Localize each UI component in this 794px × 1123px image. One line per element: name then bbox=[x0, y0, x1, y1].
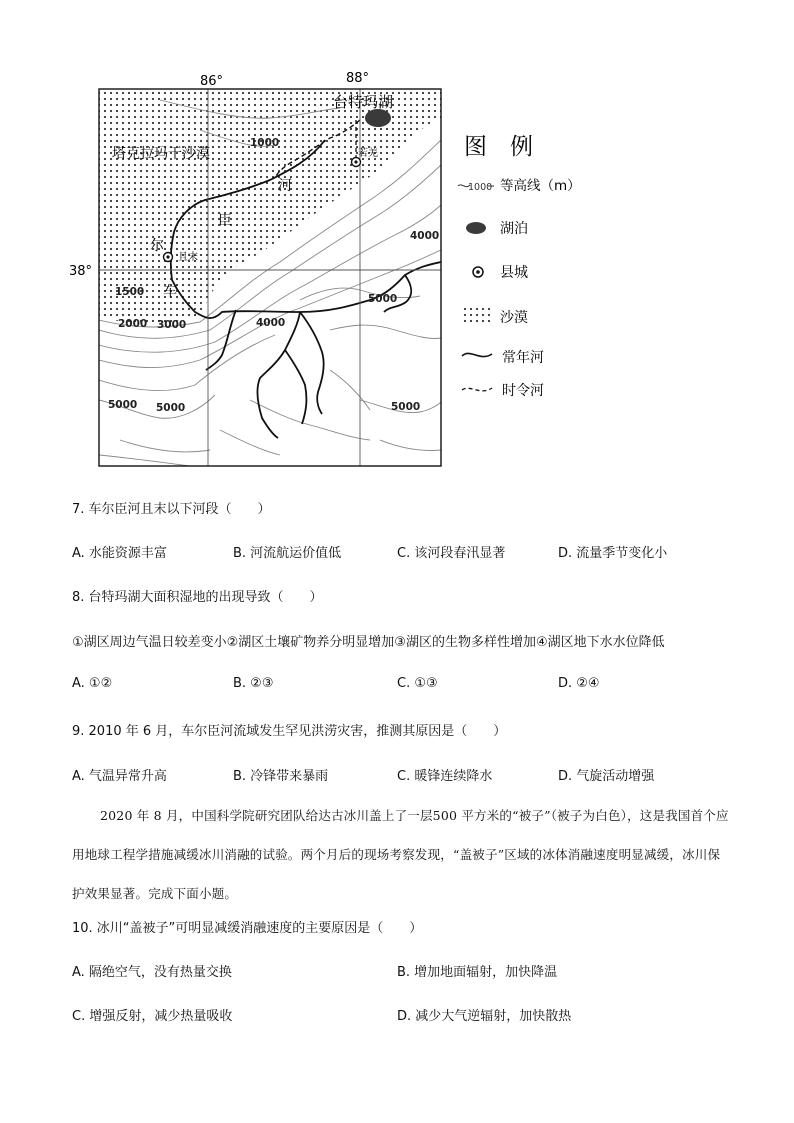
contour-label: 5000 bbox=[391, 401, 421, 413]
question-7-stem: 7. 车尔臣河且末以下河段（ ） bbox=[72, 502, 271, 517]
contour-label: 4000 bbox=[410, 230, 440, 242]
perennial-river-icon bbox=[462, 353, 492, 356]
reading-passage: 2020 年 8 月，中国科学院研究团队给达古冰川盖上了一层500 平方米的“被子”（被子为白色），这是我国首个应用地球工程学措施减缓冰川消融的试验。两个月后的现场考察发现，“盖被子”区域的冰体消融速度明显减缓，冰川保护效果显著。完成下面小题。 bbox=[72, 808, 729, 901]
question-9-stem: 9. 2010 年 6 月，车尔臣河流域发生罕见洪涝灾害，推测其原因是（ ） bbox=[72, 724, 507, 739]
desert-dots-icon bbox=[463, 308, 490, 324]
q10-option-c[interactable]: C. 增强反射，减少热量吸收 bbox=[72, 1009, 233, 1024]
q9-option-b[interactable]: B. 冷锋带来暴雨 bbox=[233, 769, 329, 784]
lake-shape bbox=[365, 109, 391, 127]
q9-option-d[interactable]: D. 气旋活动增强 bbox=[558, 769, 655, 784]
map-legend bbox=[458, 134, 581, 399]
contour-label: 5000 bbox=[368, 293, 398, 305]
lat-label-38: 38° bbox=[69, 264, 93, 279]
svg-text:1000: 1000 bbox=[468, 182, 493, 193]
contour-label: 1500 bbox=[115, 286, 145, 298]
q8-option-d[interactable]: D. ②④ bbox=[558, 676, 600, 691]
contour-label: 4000 bbox=[256, 317, 286, 329]
q7-option-c[interactable]: C. 该河段春汛显著 bbox=[397, 546, 506, 561]
contour-label: 3000 bbox=[157, 319, 187, 331]
legend-desert-label: 沙漠 bbox=[500, 310, 528, 326]
legend-lake-label: 湖泊 bbox=[500, 221, 528, 237]
q8-option-b[interactable]: B. ②③ bbox=[233, 676, 274, 691]
town-ruoqiang-label: 若羌 bbox=[358, 148, 378, 159]
county-town-icon bbox=[473, 267, 483, 277]
lon-label-88: 88° bbox=[346, 71, 370, 86]
contour-label: 2000 bbox=[118, 318, 148, 330]
seasonal-river-icon bbox=[462, 388, 492, 391]
q9-option-c[interactable]: C. 暖锋连续降水 bbox=[397, 769, 493, 784]
contour-label: 1000 bbox=[250, 137, 280, 149]
q7-option-a[interactable]: A. 水能资源丰富 bbox=[72, 546, 167, 561]
q10-option-a[interactable]: A. 隔绝空气，没有热量交换 bbox=[72, 965, 232, 980]
town-qiemo-marker bbox=[164, 253, 173, 262]
lake-label: 台特玛湖 bbox=[333, 93, 394, 111]
river-char-che: 车 bbox=[163, 284, 177, 300]
question-8-statements: ①湖区周边气温日较差变小②湖区土壤矿物养分明显增加③湖区的生物多样性增加④湖区地下水水位降低 bbox=[72, 635, 665, 650]
q7-option-d[interactable]: D. 流量季节变化小 bbox=[558, 546, 668, 561]
q8-option-a[interactable]: A. ①② bbox=[72, 676, 113, 691]
river-char-er: 尔 bbox=[150, 238, 164, 254]
legend-town-label: 县城 bbox=[500, 265, 528, 281]
contour-label: 5000 bbox=[108, 399, 138, 411]
q9-option-a[interactable]: A. 气温异常升高 bbox=[72, 769, 167, 784]
legend-river-label: 常年河 bbox=[502, 350, 544, 366]
q10-option-d[interactable]: D. 减少大气逆辐射，加快散热 bbox=[397, 1009, 572, 1024]
question-10-stem: 10. 冰川“盖被子”可明显减缓消融速度的主要原因是（ ） bbox=[72, 921, 423, 936]
legend-seasonal-river-label: 时令河 bbox=[502, 383, 544, 399]
map-svg bbox=[0, 0, 794, 490]
river-char-he: 河 bbox=[278, 178, 292, 194]
river-char-chen: 臣 bbox=[218, 213, 232, 229]
town-qiemo-label: 且末 bbox=[178, 252, 198, 263]
lon-label-86: 86° bbox=[200, 74, 224, 89]
q7-option-b[interactable]: B. 河流航运价值低 bbox=[233, 546, 342, 561]
contour-line-icon bbox=[458, 182, 494, 193]
legend-contour-label: 等高线（m） bbox=[500, 178, 581, 194]
legend-title: 图 例 bbox=[464, 134, 533, 160]
question-8-stem: 8. 台特玛湖大面积湿地的出现导致（ ） bbox=[72, 590, 323, 605]
q8-option-c[interactable]: C. ①③ bbox=[397, 676, 438, 691]
contour-label: 5000 bbox=[156, 402, 186, 414]
map-figure bbox=[0, 0, 794, 490]
lake-icon bbox=[466, 222, 486, 234]
desert-label: 塔克拉玛干沙漠 bbox=[112, 146, 210, 162]
q10-option-b[interactable]: B. 增加地面辐射，加快降温 bbox=[397, 965, 558, 980]
